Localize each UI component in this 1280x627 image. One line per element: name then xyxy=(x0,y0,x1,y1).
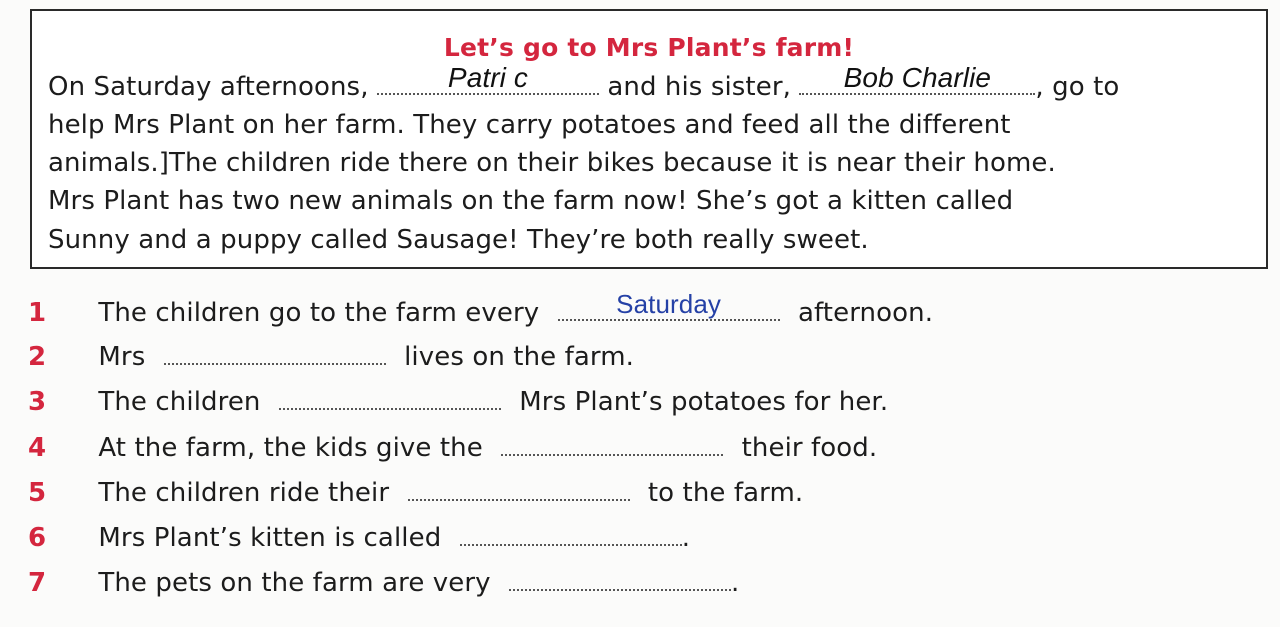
answer-blank[interactable] xyxy=(501,432,723,456)
answer-blank[interactable] xyxy=(558,289,780,321)
question-number: 3 xyxy=(28,387,47,417)
question-text: The children xyxy=(98,387,261,417)
answer-blank[interactable] xyxy=(509,567,731,591)
question-text: lives on the farm. xyxy=(404,342,635,372)
question-7 xyxy=(28,567,739,598)
passage-title: Let’s go to Mrs Plant’s farm! xyxy=(443,33,855,62)
question-text: Mrs xyxy=(98,342,146,372)
question-4 xyxy=(28,432,877,463)
question-number: 2 xyxy=(28,342,47,372)
answer-blank[interactable] xyxy=(408,477,630,501)
question-3 xyxy=(28,386,888,417)
passage-text: and his sister, xyxy=(607,72,791,102)
handwritten-answer: Saturday xyxy=(616,289,722,319)
question-text: The children go to the farm every xyxy=(98,298,540,328)
passage-text: , go to xyxy=(1035,72,1120,102)
question-text: their food. xyxy=(741,433,878,463)
question-text: The children ride their xyxy=(98,478,390,508)
question-number: 1 xyxy=(28,298,47,328)
reading-passage-box xyxy=(30,9,1268,269)
handwritten-answer: Bob Charlie xyxy=(843,62,992,93)
question-number: 6 xyxy=(28,523,47,553)
question-text: At the farm, the kids give the xyxy=(98,433,483,463)
passage-line-3: animals.]The children ride there on their bikes because it is near their home. xyxy=(48,148,1056,178)
answer-blank[interactable] xyxy=(799,62,1035,95)
answer-blank[interactable] xyxy=(279,386,501,410)
question-text: afternoon. xyxy=(797,298,934,328)
passage-line-2: help Mrs Plant on her farm. They carry potatoes and feed all the different xyxy=(48,110,1011,140)
answer-blank[interactable] xyxy=(377,62,599,95)
question-text: Mrs Plant’s potatoes for her. xyxy=(519,387,889,417)
question-2 xyxy=(28,341,634,372)
question-number: 7 xyxy=(28,568,47,598)
answer-blank[interactable] xyxy=(164,341,386,365)
question-text: The pets on the farm are very xyxy=(98,568,491,598)
passage-line-4: Mrs Plant has two new animals on the farm now! She’s got a kitten called xyxy=(48,186,1014,216)
question-1 xyxy=(28,289,934,328)
question-5 xyxy=(28,477,803,508)
answer-blank[interactable] xyxy=(460,522,682,546)
question-6 xyxy=(28,522,690,553)
handwritten-answer: Patri c xyxy=(447,62,528,93)
question-number: 5 xyxy=(28,478,47,508)
question-text: Mrs Plant’s kitten is called xyxy=(98,523,442,553)
passage-text: On Saturday afternoons, xyxy=(48,72,369,102)
question-number: 4 xyxy=(28,433,47,463)
question-text: to the farm. xyxy=(647,478,804,508)
passage-line-5: Sunny and a puppy called Sausage! They’re both really sweet. xyxy=(48,225,869,255)
question-text: . xyxy=(731,568,740,598)
passage-line-1 xyxy=(48,62,1120,102)
question-text: . xyxy=(681,523,691,553)
